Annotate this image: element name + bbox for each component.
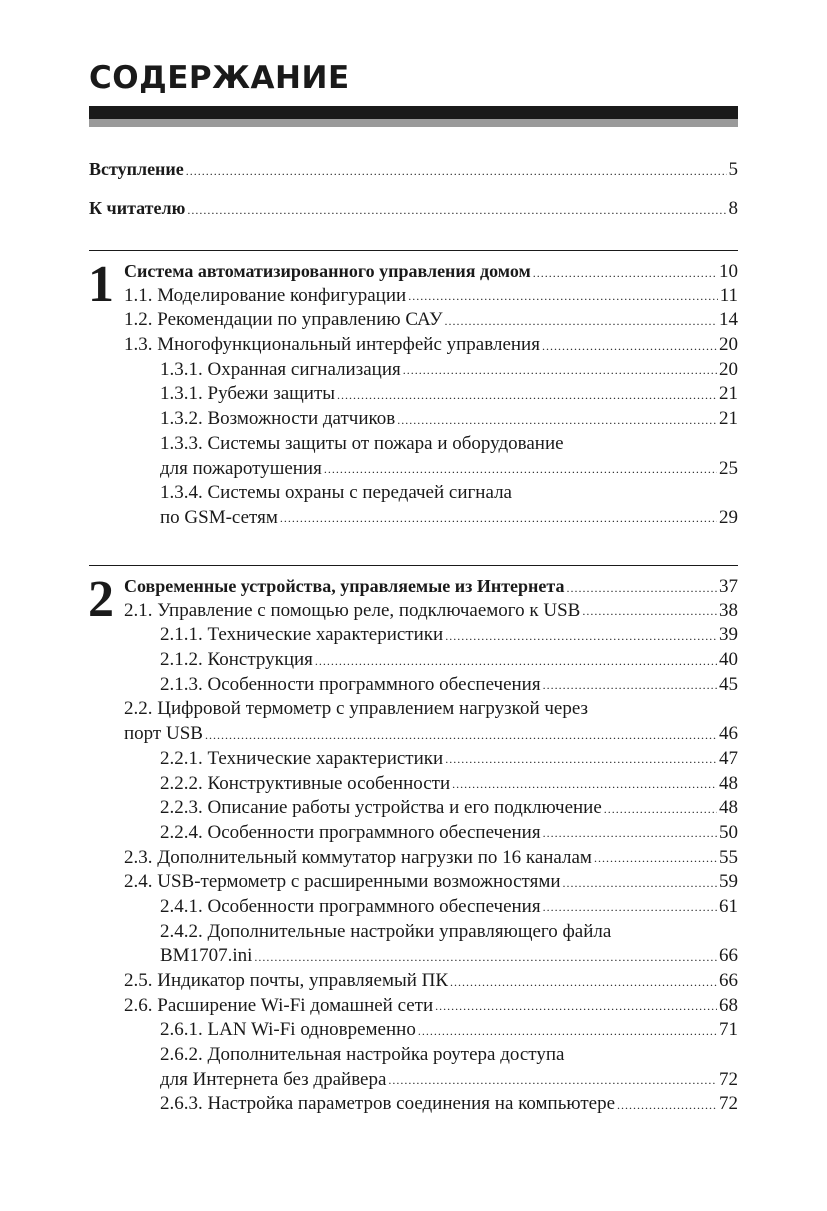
leader-dots	[450, 969, 717, 995]
leader-dots	[452, 771, 717, 797]
leader-dots	[186, 157, 727, 184]
toc-entry[interactable]	[124, 846, 738, 871]
toc-entry[interactable]	[124, 994, 738, 1019]
toc-entry-text: для Интернета без драйвера	[160, 1068, 387, 1090]
leader-dots	[445, 746, 717, 772]
toc-entry-text: К читателю	[89, 198, 186, 218]
toc-page-number: 68	[719, 994, 738, 1016]
leader-dots	[445, 308, 717, 334]
intro-entries	[89, 157, 738, 182]
toc-entry[interactable]	[124, 747, 738, 772]
leader-dots	[254, 944, 717, 970]
toc-entry-text: 1.2. Рекомендации по управлению САУ	[124, 309, 443, 331]
leader-dots	[315, 648, 717, 674]
toc-entry-text: 1.1. Моделирование конфигурации	[124, 284, 407, 306]
toc-entry-text: порт USB	[124, 723, 203, 745]
toc-entry[interactable]	[124, 382, 738, 407]
toc-page-number: 48	[719, 772, 738, 794]
toc-entry-text: 2.2.3. Описание работы устройства и его подключение	[160, 797, 602, 819]
leader-dots	[617, 1092, 717, 1118]
chapter-number: 1	[88, 256, 114, 313]
toc-page-number: 47	[719, 747, 738, 769]
leader-dots	[205, 722, 717, 748]
toc-entry[interactable]	[124, 920, 738, 945]
leader-dots	[604, 796, 717, 822]
toc-page-number: 21	[719, 408, 738, 430]
toc-entry[interactable]	[124, 333, 738, 358]
toc-page-number: 50	[719, 821, 738, 843]
toc-entry[interactable]	[124, 599, 738, 624]
leader-dots	[445, 623, 717, 649]
page-title: СОДЕРЖАНИЕ	[89, 60, 350, 96]
toc-entry[interactable]	[124, 1018, 738, 1043]
toc-page-number: 39	[719, 624, 738, 646]
toc-entry[interactable]	[124, 648, 738, 673]
leader-dots	[397, 407, 717, 433]
toc-page-number: 59	[719, 871, 738, 893]
title-bar-dark	[89, 106, 738, 119]
toc-page-number: 37	[719, 576, 738, 597]
toc-entry[interactable]	[124, 432, 738, 457]
leader-dots	[435, 993, 717, 1019]
toc-entry-text: 2.6.3. Настройка параметров соединения на компьютере	[160, 1093, 615, 1115]
leader-dots	[408, 283, 718, 309]
toc-entry-text: BM1707.ini	[160, 945, 253, 967]
toc-entry-text: по GSM-сетям	[160, 506, 278, 528]
chapter-2-divider	[89, 565, 738, 566]
toc-entry[interactable]	[124, 506, 738, 531]
toc-page-number: 45	[719, 673, 738, 695]
toc-entry[interactable]	[124, 308, 738, 333]
toc-entry-text: 2.2.4. Особенности программного обеспечения	[160, 821, 541, 843]
leader-dots	[542, 333, 717, 359]
toc-page-number: 46	[719, 723, 738, 745]
leader-dots	[563, 870, 717, 896]
toc-entry[interactable]	[124, 944, 738, 969]
toc-page-number: 10	[719, 261, 738, 282]
toc-entry[interactable]	[124, 821, 738, 846]
leader-dots	[543, 672, 717, 698]
toc-page-number: 72	[719, 1068, 738, 1090]
leader-dots	[582, 598, 717, 624]
toc-page-number: 11	[719, 284, 738, 306]
leader-dots	[324, 456, 717, 482]
toc-entry-text: 2.4.1. Особенности программного обеспечения	[160, 895, 541, 917]
leader-dots	[187, 196, 726, 223]
toc-entry-text: Современные устройства, управляемые из Интернета	[124, 576, 565, 596]
toc-page-number: 5	[728, 159, 738, 180]
toc-entry-text: 1.3.2. Возможности датчиков	[160, 408, 396, 430]
leader-dots	[418, 1018, 717, 1044]
leader-dots	[543, 820, 717, 846]
toc-entry[interactable]	[124, 1068, 738, 1093]
toc-entry-text: 2.6. Расширение Wi-Fi домашней сети	[124, 994, 434, 1016]
toc-entry-text: 2.1. Управление с помощью реле, подключаемого к USB	[124, 599, 581, 621]
chapter-title[interactable]	[124, 259, 738, 284]
toc-entry[interactable]	[124, 772, 738, 797]
toc-entry-intro[interactable]	[89, 157, 738, 182]
toc-entry[interactable]	[124, 1092, 738, 1117]
toc-entry-text: 2.5. Индикатор почты, управляемый ПК	[124, 970, 449, 991]
toc-entry-text: для пожаротушения	[160, 457, 322, 479]
toc-entry[interactable]	[124, 284, 738, 309]
leader-dots	[543, 894, 717, 920]
toc-entry[interactable]	[124, 457, 738, 482]
toc-entry[interactable]	[124, 969, 738, 994]
toc-entry[interactable]	[124, 1043, 738, 1068]
toc-page-number: 72	[719, 1093, 738, 1115]
toc-entry-text: 1.3. Многофункциональный интерфейс управления	[124, 334, 540, 356]
toc-entry[interactable]	[124, 358, 738, 383]
toc-entry-to-reader[interactable]	[89, 196, 738, 221]
toc-page-number: 21	[719, 383, 738, 405]
chapter-1-entries	[124, 259, 738, 531]
toc-page-number: 66	[719, 945, 738, 967]
toc-entry-text: 1.3.3. Системы защиты от пожара и оборудование	[160, 432, 564, 454]
toc-entry-text: 1.3.4. Системы охраны с передачей сигнала	[160, 482, 512, 504]
leader-dots	[388, 1067, 717, 1093]
toc-entry-text: 2.2. Цифровой термометр с управлением нагрузкой через	[124, 698, 589, 720]
toc-entry-text: 2.2.1. Технические характеристики	[160, 747, 444, 769]
toc-page-number: 66	[719, 970, 738, 991]
toc-entry-text: Вступление	[89, 159, 184, 179]
toc-entry[interactable]	[124, 481, 738, 506]
toc-entry[interactable]	[124, 796, 738, 821]
toc-page-number: 55	[719, 846, 738, 868]
toc-entry[interactable]	[124, 623, 738, 648]
leader-dots	[403, 357, 717, 383]
toc-entry-text: 2.6.2. Дополнительная настройка роутера доступа	[160, 1044, 565, 1066]
toc-entry-text: 2.6.1. LAN Wi-Fi одновременно	[160, 1019, 416, 1041]
toc-page-number: 48	[719, 797, 738, 819]
toc-page-number: 71	[719, 1019, 738, 1041]
toc-page-number: 29	[719, 506, 738, 528]
chapter-title[interactable]	[124, 574, 738, 599]
toc-entry-text: 2.1.1. Технические характеристики	[160, 624, 444, 646]
toc-entry[interactable]	[124, 722, 738, 747]
chapter-1-divider	[89, 250, 738, 251]
leader-dots	[594, 845, 717, 871]
toc-page-number: 14	[719, 309, 738, 331]
toc-entry[interactable]	[124, 673, 738, 698]
chapter-number: 2	[88, 571, 114, 628]
toc-entry[interactable]	[124, 895, 738, 920]
toc-entry[interactable]	[124, 407, 738, 432]
toc-page-number: 20	[719, 334, 738, 356]
toc-page-number: 61	[719, 895, 738, 917]
toc-page-number: 40	[719, 649, 738, 671]
toc-entry-text: 1.3.1. Рубежи защиты	[160, 383, 336, 405]
leader-dots	[280, 505, 717, 531]
leader-dots	[533, 259, 717, 286]
title-bar-gray	[89, 119, 738, 127]
toc-entry-text: 2.1.2. Конструкция	[160, 649, 313, 671]
toc-page-number: 38	[719, 599, 738, 621]
toc-entry[interactable]	[124, 870, 738, 895]
toc-page-number: 8	[728, 198, 738, 219]
toc-page-number: 25	[719, 457, 738, 479]
toc-entry-text: 2.2.2. Конструктивные особенности	[160, 772, 451, 794]
toc-entry-text: 2.3. Дополнительный коммутатор нагрузки по 16 каналам	[124, 846, 592, 868]
toc-entry[interactable]	[124, 697, 738, 722]
toc-page-number: 20	[719, 358, 738, 380]
intro-entries-2	[89, 196, 738, 221]
chapter-2-entries	[124, 574, 738, 1117]
toc-entry-text: 2.1.3. Особенности программного обеспечения	[160, 673, 541, 695]
toc-entry-text: Система автоматизированного управления домом	[124, 261, 531, 281]
leader-dots	[337, 382, 717, 408]
leader-dots	[566, 574, 717, 601]
toc-entry-text: 2.4. USB-термометр с расширенными возможностями	[124, 871, 561, 893]
toc-entry-text: 2.4.2. Дополнительные настройки управляющего файла	[160, 920, 612, 942]
toc-entry-text: 1.3.1. Охранная сигнализация	[160, 358, 401, 380]
